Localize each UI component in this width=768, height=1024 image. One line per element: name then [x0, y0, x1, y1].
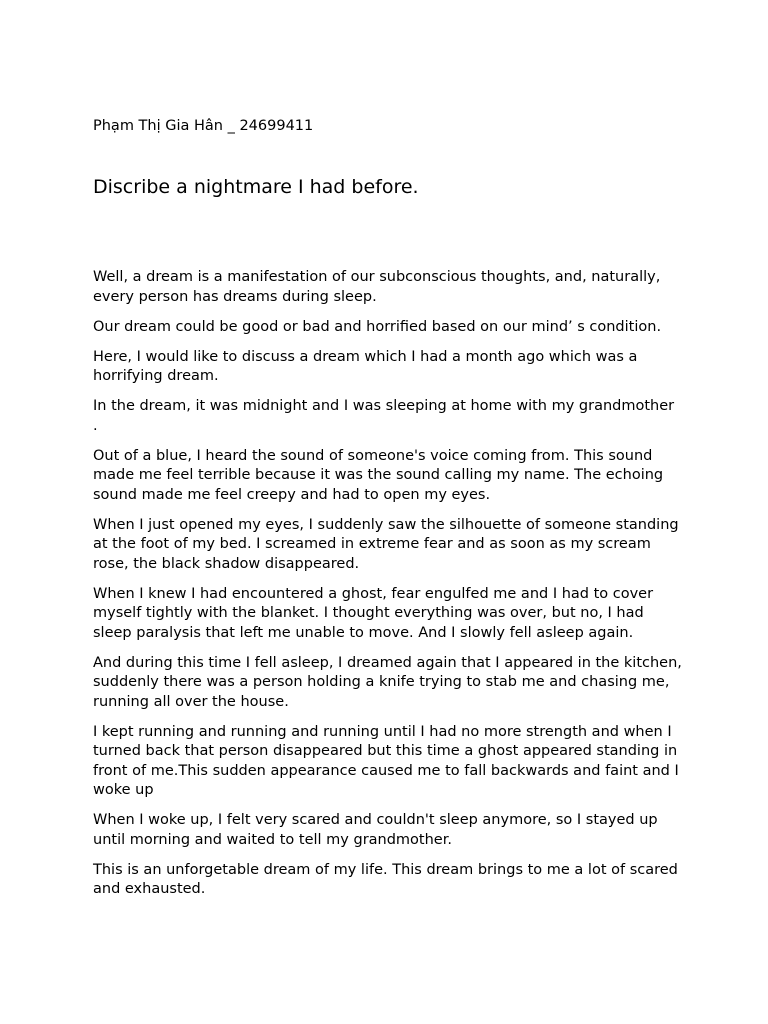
- paragraph: When I just opened my eyes, I suddenly saw the silhouette of someone standing at the foot of my bed. I screamed in extreme fear and as soon as my scream rose, the black shadow disappeared.: [93, 516, 679, 572]
- paragraph: And during this time I fell asleep, I dreamed again that I appeared in the kitchen, suddenly there was a person holding a knife trying to stab me and chasing me, running all over the house.: [93, 654, 682, 710]
- document-title: Discribe a nightmare I had before.: [93, 176, 419, 198]
- document-body: [93, 268, 683, 910]
- paragraph: Here, I would like to discuss a dream which I had a month ago which was a horrifying dream.: [93, 348, 638, 384]
- paragraph: When I woke up, I felt very scared and couldn't sleep anymore, so I stayed up until morning and waited to tell my grandmother.: [93, 812, 658, 848]
- paragraph: Well, a dream is a manifestation of our subconscious thoughts, and, naturally, every person has dreams during sleep.: [93, 269, 661, 305]
- paragraph: When I knew I had encountered a ghost, fear engulfed me and I had to cover myself tightly with the blanket. I thought everything was over, but no, I had sleep paralysis that left me unable to move. And I slowly fell asleep again.: [93, 585, 654, 641]
- author-line: Phạm Thị Gia Hân _ 24699411: [93, 118, 314, 134]
- paragraph: Out of a blue, I heard the sound of someone's voice coming from. This sound made me feel terrible because it was the sound calling my name. The echoing sound made me feel creepy and had to open my eyes.: [93, 447, 664, 503]
- paragraph: This is an unforgetable dream of my life. This dream brings to me a lot of scared and exhausted.: [93, 861, 678, 897]
- paragraph: Our dream could be good or bad and horrified based on our mind’ s condition.: [93, 318, 662, 335]
- paragraph: In the dream, it was midnight and I was sleeping at home with my grandmother .: [93, 398, 675, 434]
- paragraph: I kept running and running and running until I had no more strength and when I turned back that person disappeared but this time a ghost appeared standing in front of me.This sudden appearance caused me to fall backwards and faint and I woke up: [93, 723, 679, 798]
